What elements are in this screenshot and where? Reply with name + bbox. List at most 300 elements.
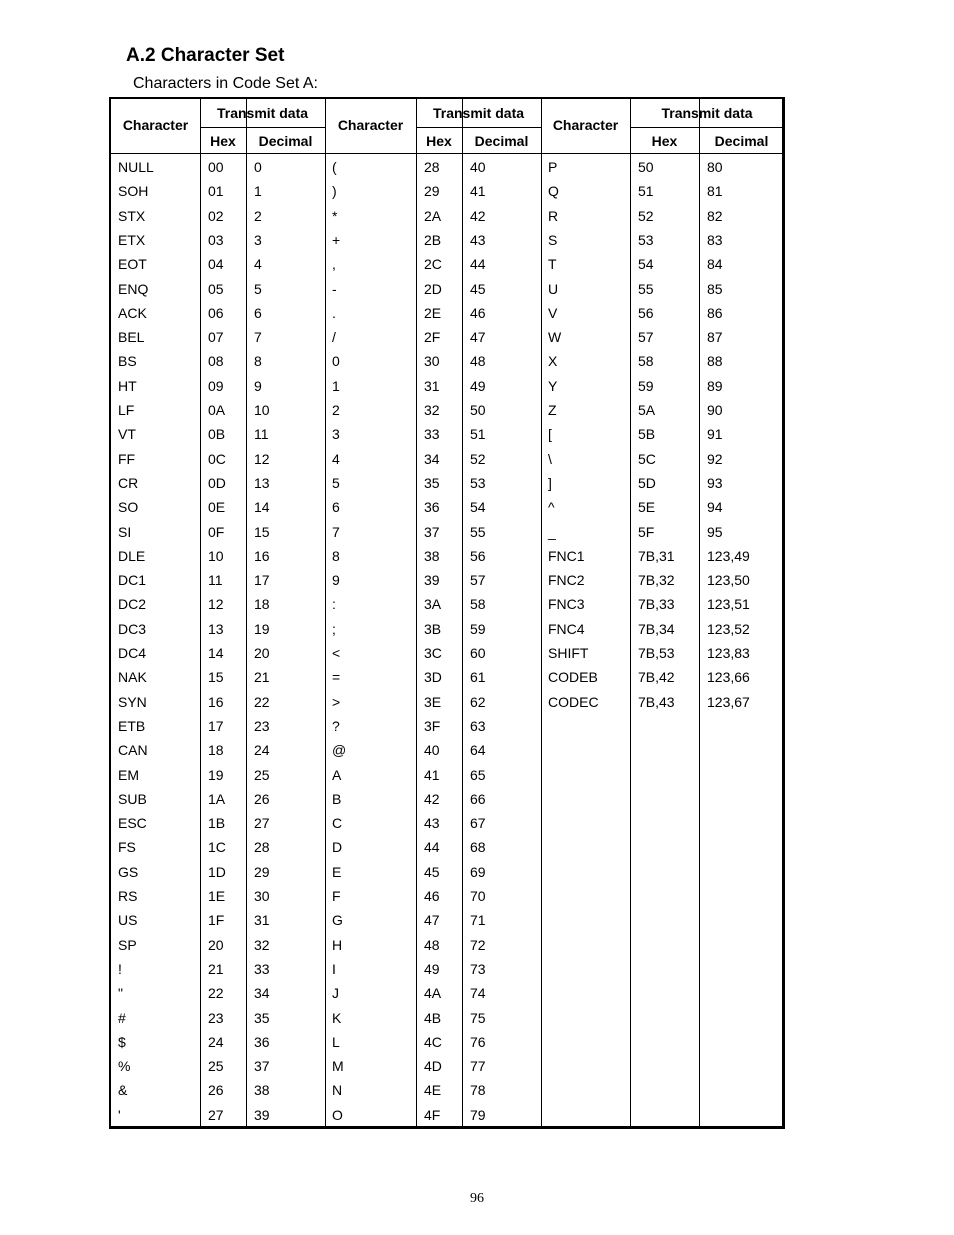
character-cell: * — [332, 207, 338, 224]
hex-cell: 02 — [208, 207, 224, 224]
hex-cell: 2B — [424, 231, 442, 248]
hex-cell: 56 — [638, 304, 654, 321]
character-cell: EOT — [118, 256, 147, 273]
hex-cell: 4B — [424, 1009, 442, 1026]
decimal-cell: 91 — [707, 426, 723, 443]
character-cell: V — [548, 304, 558, 321]
hex-cell: 1C — [208, 839, 226, 856]
hex-cell: 1E — [208, 888, 226, 904]
hex-cell: 7B,34 — [638, 620, 675, 637]
character-cell: VT — [118, 426, 136, 443]
character-cell: _ — [548, 523, 556, 540]
hex-cell: 27 — [208, 1106, 224, 1123]
decimal-cell: 2 — [254, 207, 262, 224]
decimal-cell: 50 — [470, 402, 486, 418]
character-cell: $ — [118, 1033, 126, 1050]
hex-cell: 2D — [424, 280, 442, 297]
header-hex: Hex — [651, 133, 678, 149]
character-cell: F — [332, 888, 341, 904]
decimal-cell: 123,49 — [707, 547, 750, 564]
decimal-cell: 30 — [254, 888, 270, 904]
decimal-cell: 19 — [254, 620, 270, 637]
hex-cell: 17 — [208, 717, 224, 734]
decimal-cell: 7 — [254, 329, 262, 346]
character-cell: N — [332, 1082, 343, 1099]
hex-cell: 11 — [208, 572, 223, 589]
decimal-cell: 21 — [254, 669, 270, 686]
character-cell: = — [332, 669, 341, 686]
decimal-cell: 77 — [470, 1058, 486, 1075]
decimal-cell: 11 — [254, 426, 269, 443]
column-divider — [200, 99, 201, 1126]
hex-cell: 1B — [208, 815, 226, 832]
character-cell: NAK — [118, 669, 147, 686]
hex-cell: 0E — [208, 499, 226, 516]
hex-cell: 10 — [208, 547, 224, 564]
hex-cell: 42 — [424, 790, 440, 807]
character-cell: : — [332, 596, 336, 613]
character-cell: HT — [118, 377, 137, 394]
decimal-cell: 38 — [254, 1082, 270, 1099]
decimal-cell: 123,51 — [707, 596, 750, 613]
decimal-cell: 52 — [470, 450, 486, 467]
hex-cell: 7B,42 — [638, 669, 675, 686]
decimal-cell: 8 — [254, 353, 262, 370]
character-cell: SI — [118, 523, 132, 540]
decimal-cell: 24 — [254, 742, 270, 759]
decimal-cell: 88 — [707, 353, 723, 370]
hex-cell: 37 — [424, 523, 440, 540]
hex-cell: 31 — [424, 377, 440, 394]
decimal-cell: 18 — [254, 596, 270, 613]
decimal-cell: 92 — [707, 450, 723, 467]
character-cell: U — [548, 280, 559, 297]
hex-cell: 00 — [208, 159, 224, 175]
header-hex: Hex — [426, 133, 452, 149]
decimal-cell: 17 — [254, 572, 270, 589]
decimal-cell: 48 — [470, 353, 486, 370]
decimal-cell: 79 — [470, 1106, 486, 1123]
character-cell: DC3 — [118, 620, 147, 637]
character-cell: & — [118, 1082, 128, 1099]
hex-cell: 39 — [424, 572, 440, 589]
character-cell: 7 — [332, 523, 340, 540]
hex-cell: 57 — [638, 329, 654, 346]
hex-cell: 0B — [208, 426, 226, 443]
decimal-cell: 55 — [470, 523, 486, 540]
character-cell: " — [118, 985, 123, 1002]
character-cell: FNC3 — [548, 596, 585, 613]
character-cell: SYN — [118, 693, 147, 710]
hex-cell: 4E — [424, 1082, 442, 1099]
hex-cell: 21 — [208, 960, 224, 977]
character-cell: FNC1 — [548, 547, 585, 564]
character-cell: 2 — [332, 402, 340, 418]
decimal-cell: 20 — [254, 645, 270, 661]
decimal-cell: 27 — [254, 815, 270, 832]
section-title: A.2 Character Set — [126, 45, 285, 66]
character-cell: FNC4 — [548, 620, 585, 637]
character-cell: K — [332, 1009, 342, 1026]
decimal-cell: 123,66 — [707, 669, 750, 686]
character-cell: Y — [548, 377, 558, 394]
character-cell: 8 — [332, 547, 340, 564]
character-cell: SOH — [118, 183, 149, 200]
decimal-cell: 5 — [254, 280, 262, 297]
hex-cell: 46 — [424, 888, 440, 904]
hex-cell: 05 — [208, 280, 224, 297]
character-cell: A — [332, 766, 342, 783]
character-cell: BS — [118, 353, 137, 370]
hex-cell: 29 — [424, 183, 440, 200]
character-cell: BEL — [118, 329, 145, 346]
hex-cell: 48 — [424, 936, 440, 953]
column-divider — [246, 99, 247, 1126]
hex-cell: 3B — [424, 620, 442, 637]
hex-cell: 47 — [424, 912, 440, 929]
header-decimal: Decimal — [714, 133, 769, 149]
hex-cell: 7B,33 — [638, 596, 675, 613]
decimal-cell: 61 — [470, 669, 486, 686]
hex-cell: 3D — [424, 669, 442, 686]
character-cell: GS — [118, 863, 139, 880]
decimal-cell: 62 — [470, 693, 486, 710]
hex-cell: 3F — [424, 717, 441, 734]
decimal-cell: 60 — [470, 645, 486, 661]
column-divider — [416, 99, 417, 1126]
hex-cell: 5E — [638, 499, 656, 516]
hex-cell: 07 — [208, 329, 224, 346]
decimal-cell: 82 — [707, 207, 723, 224]
character-cell: W — [548, 329, 562, 346]
decimal-cell: 10 — [254, 402, 270, 418]
character-cell: 9 — [332, 572, 340, 589]
hex-cell: 5F — [638, 523, 655, 540]
decimal-cell: 40 — [470, 159, 486, 175]
decimal-cell: 43 — [470, 231, 486, 248]
decimal-cell: 81 — [707, 183, 723, 200]
character-cell: % — [118, 1058, 131, 1075]
decimal-cell: 13 — [254, 474, 270, 491]
hex-cell: 12 — [208, 596, 224, 613]
decimal-cell: 72 — [470, 936, 486, 953]
decimal-cell: 25 — [254, 766, 270, 783]
hex-cell: 18 — [208, 742, 224, 759]
decimal-cell: 70 — [470, 888, 486, 904]
hex-cell: 14 — [208, 645, 224, 661]
decimal-cell: 26 — [254, 790, 270, 807]
column-divider — [325, 99, 326, 1126]
decimal-cell: 89 — [707, 377, 723, 394]
character-cell: DC4 — [118, 645, 147, 661]
hex-cell: 3E — [424, 693, 442, 710]
decimal-cell: 67 — [470, 815, 486, 832]
hex-cell: 4C — [424, 1033, 442, 1050]
transmit-header-divider — [630, 127, 784, 128]
decimal-cell: 15 — [254, 523, 270, 540]
decimal-cell: 32 — [254, 936, 270, 953]
header-transmit-data: Transmit data — [661, 105, 753, 121]
header-transmit-data: Transmit data — [432, 105, 525, 121]
character-cell: CR — [118, 474, 139, 491]
header-divider — [111, 153, 782, 154]
hex-cell: 1A — [208, 790, 226, 807]
decimal-cell: 68 — [470, 839, 486, 856]
hex-cell: 0D — [208, 474, 226, 491]
character-cell: ] — [548, 474, 552, 491]
character-cell: H — [332, 936, 343, 953]
hex-cell: 19 — [208, 766, 224, 783]
character-cell: EM — [118, 766, 139, 783]
decimal-cell: 123,50 — [707, 572, 750, 589]
character-cell: S — [548, 231, 558, 248]
hex-cell: 36 — [424, 499, 440, 516]
section-subtitle: Characters in Code Set A: — [133, 75, 318, 92]
character-cell: D — [332, 839, 343, 856]
character-cell: ) — [332, 183, 337, 200]
header-hex: Hex — [210, 133, 236, 149]
decimal-cell: 6 — [254, 304, 262, 321]
header-character: Character — [122, 117, 189, 133]
transmit-header-divider — [200, 127, 325, 128]
decimal-cell: 63 — [470, 717, 486, 734]
decimal-cell: 59 — [470, 620, 486, 637]
decimal-cell: 37 — [254, 1058, 270, 1075]
character-cell: SHIFT — [548, 645, 589, 661]
character-cell: ! — [118, 960, 122, 977]
hex-cell: 44 — [424, 839, 440, 856]
character-cell: \ — [548, 450, 552, 467]
character-cell: ETX — [118, 231, 146, 248]
hex-cell: 50 — [638, 159, 654, 175]
hex-cell: 20 — [208, 936, 224, 953]
character-cell: FF — [118, 450, 136, 467]
header-decimal: Decimal — [474, 133, 529, 149]
character-cell: . — [332, 304, 336, 321]
character-cell: T — [548, 256, 557, 273]
decimal-cell: 39 — [254, 1106, 270, 1123]
character-cell: P — [548, 159, 558, 175]
hex-cell: 7B,32 — [638, 572, 675, 589]
character-cell: CAN — [118, 742, 148, 759]
hex-cell: 4F — [424, 1106, 441, 1123]
decimal-cell: 74 — [470, 985, 486, 1002]
hex-cell: 5D — [638, 474, 656, 491]
decimal-cell: 22 — [254, 693, 270, 710]
character-cell: @ — [332, 742, 347, 759]
decimal-cell: 42 — [470, 207, 486, 224]
decimal-cell: 86 — [707, 304, 723, 321]
character-cell: 5 — [332, 474, 340, 491]
hex-cell: 25 — [208, 1058, 224, 1075]
character-set-table — [109, 97, 785, 1129]
hex-cell: 30 — [424, 353, 440, 370]
decimal-cell: 65 — [470, 766, 486, 783]
character-cell: ? — [332, 717, 340, 734]
character-cell: O — [332, 1106, 343, 1123]
decimal-cell: 46 — [470, 304, 486, 321]
header-character: Character — [552, 117, 619, 133]
decimal-cell: 69 — [470, 863, 486, 880]
hex-cell: 0F — [208, 523, 225, 540]
hex-cell: 59 — [638, 377, 654, 394]
character-cell: DC1 — [118, 572, 147, 589]
character-cell: DC2 — [118, 596, 147, 613]
hex-cell: 4A — [424, 985, 442, 1002]
header-character: Character — [337, 117, 404, 133]
character-cell: SP — [118, 936, 137, 953]
hex-cell: 22 — [208, 985, 224, 1002]
character-cell: M — [332, 1058, 344, 1075]
character-cell: RS — [118, 888, 138, 904]
column-divider — [630, 99, 631, 1126]
character-cell: SO — [118, 499, 139, 516]
character-cell: LF — [118, 402, 135, 418]
decimal-cell: 16 — [254, 547, 270, 564]
character-cell: STX — [118, 207, 146, 224]
character-cell: US — [118, 912, 138, 929]
decimal-cell: 83 — [707, 231, 723, 248]
hex-cell: 2F — [424, 329, 441, 346]
hex-cell: 49 — [424, 960, 440, 977]
decimal-cell: 85 — [707, 280, 723, 297]
decimal-cell: 87 — [707, 329, 723, 346]
hex-cell: 55 — [638, 280, 654, 297]
hex-cell: 0C — [208, 450, 226, 467]
decimal-cell: 4 — [254, 256, 262, 273]
hex-cell: 23 — [208, 1009, 224, 1026]
hex-cell: 34 — [424, 450, 440, 467]
hex-cell: 13 — [208, 620, 224, 637]
character-cell: J — [332, 985, 339, 1002]
character-cell: ; — [332, 620, 336, 637]
character-cell: # — [118, 1009, 126, 1026]
decimal-cell: 28 — [254, 839, 270, 856]
column-divider — [462, 99, 463, 1126]
decimal-cell: 0 — [254, 159, 262, 175]
header-transmit-data: Transmit data — [216, 105, 309, 121]
hex-cell: 5C — [638, 450, 656, 467]
hex-cell: 1F — [208, 912, 225, 929]
character-cell: / — [332, 329, 336, 346]
hex-cell: 0A — [208, 402, 226, 418]
decimal-cell: 41 — [470, 183, 486, 200]
decimal-cell: 94 — [707, 499, 723, 516]
character-cell: L — [332, 1033, 340, 1050]
hex-cell: 7B,43 — [638, 693, 675, 710]
decimal-cell: 57 — [470, 572, 486, 589]
character-cell: DLE — [118, 547, 146, 564]
hex-cell: 41 — [424, 766, 440, 783]
hex-cell: 03 — [208, 231, 224, 248]
decimal-cell: 58 — [470, 596, 486, 613]
character-cell: CODEB — [548, 669, 598, 686]
character-cell: Q — [548, 183, 559, 200]
character-cell: NULL — [118, 159, 154, 175]
character-cell: G — [332, 912, 343, 929]
decimal-cell: 9 — [254, 377, 262, 394]
decimal-cell: 23 — [254, 717, 270, 734]
character-cell: C — [332, 815, 343, 832]
character-cell: + — [332, 231, 341, 248]
decimal-cell: 95 — [707, 523, 723, 540]
decimal-cell: 64 — [470, 742, 486, 759]
decimal-cell: 49 — [470, 377, 486, 394]
character-cell: FS — [118, 839, 136, 856]
hex-cell: 24 — [208, 1033, 224, 1050]
character-cell: < — [332, 645, 341, 661]
character-cell: ( — [332, 159, 337, 175]
character-cell: ACK — [118, 304, 147, 321]
decimal-cell: 29 — [254, 863, 270, 880]
character-cell: [ — [548, 426, 552, 443]
decimal-cell: 90 — [707, 402, 723, 418]
hex-cell: 5A — [638, 402, 656, 418]
character-cell: B — [332, 790, 342, 807]
decimal-cell: 12 — [254, 450, 270, 467]
character-cell: E — [332, 863, 342, 880]
decimal-cell: 123,52 — [707, 620, 750, 637]
decimal-cell: 35 — [254, 1009, 270, 1026]
hex-cell: 3C — [424, 645, 442, 661]
hex-cell: 3A — [424, 596, 442, 613]
decimal-cell: 123,83 — [707, 645, 750, 661]
hex-cell: 15 — [208, 669, 224, 686]
decimal-cell: 14 — [254, 499, 270, 516]
decimal-cell: 1 — [254, 183, 262, 200]
hex-cell: 54 — [638, 256, 654, 273]
decimal-cell: 76 — [470, 1033, 486, 1050]
character-cell: ' — [118, 1106, 121, 1123]
character-cell: 1 — [332, 377, 340, 394]
hex-cell: 16 — [208, 693, 224, 710]
hex-cell: 08 — [208, 353, 224, 370]
hex-cell: 01 — [208, 183, 224, 200]
hex-cell: 43 — [424, 815, 440, 832]
hex-cell: 09 — [208, 377, 224, 394]
hex-cell: 2C — [424, 256, 442, 273]
decimal-cell: 44 — [470, 256, 486, 273]
character-cell: X — [548, 353, 558, 370]
character-cell: 6 — [332, 499, 340, 516]
column-divider — [541, 99, 542, 1126]
decimal-cell: 33 — [254, 960, 270, 977]
decimal-cell: 73 — [470, 960, 486, 977]
hex-cell: 5B — [638, 426, 656, 443]
character-cell: 0 — [332, 353, 340, 370]
hex-cell: 7B,31 — [638, 547, 675, 564]
character-cell: ENQ — [118, 280, 149, 297]
character-cell: I — [332, 960, 336, 977]
character-cell: ESC — [118, 815, 147, 832]
character-cell: SUB — [118, 790, 147, 807]
decimal-cell: 47 — [470, 329, 486, 346]
hex-cell: 4D — [424, 1058, 442, 1075]
column-divider — [699, 99, 700, 1126]
character-cell: CODEC — [548, 693, 599, 710]
hex-cell: 06 — [208, 304, 224, 321]
hex-cell: 38 — [424, 547, 440, 564]
character-cell: 4 — [332, 450, 340, 467]
decimal-cell: 36 — [254, 1033, 270, 1050]
decimal-cell: 45 — [470, 280, 486, 297]
decimal-cell: 71 — [470, 912, 486, 929]
hex-cell: 04 — [208, 256, 224, 273]
hex-cell: 45 — [424, 863, 440, 880]
hex-cell: 7B,53 — [638, 645, 675, 661]
hex-cell: 26 — [208, 1082, 224, 1099]
hex-cell: 52 — [638, 207, 654, 224]
